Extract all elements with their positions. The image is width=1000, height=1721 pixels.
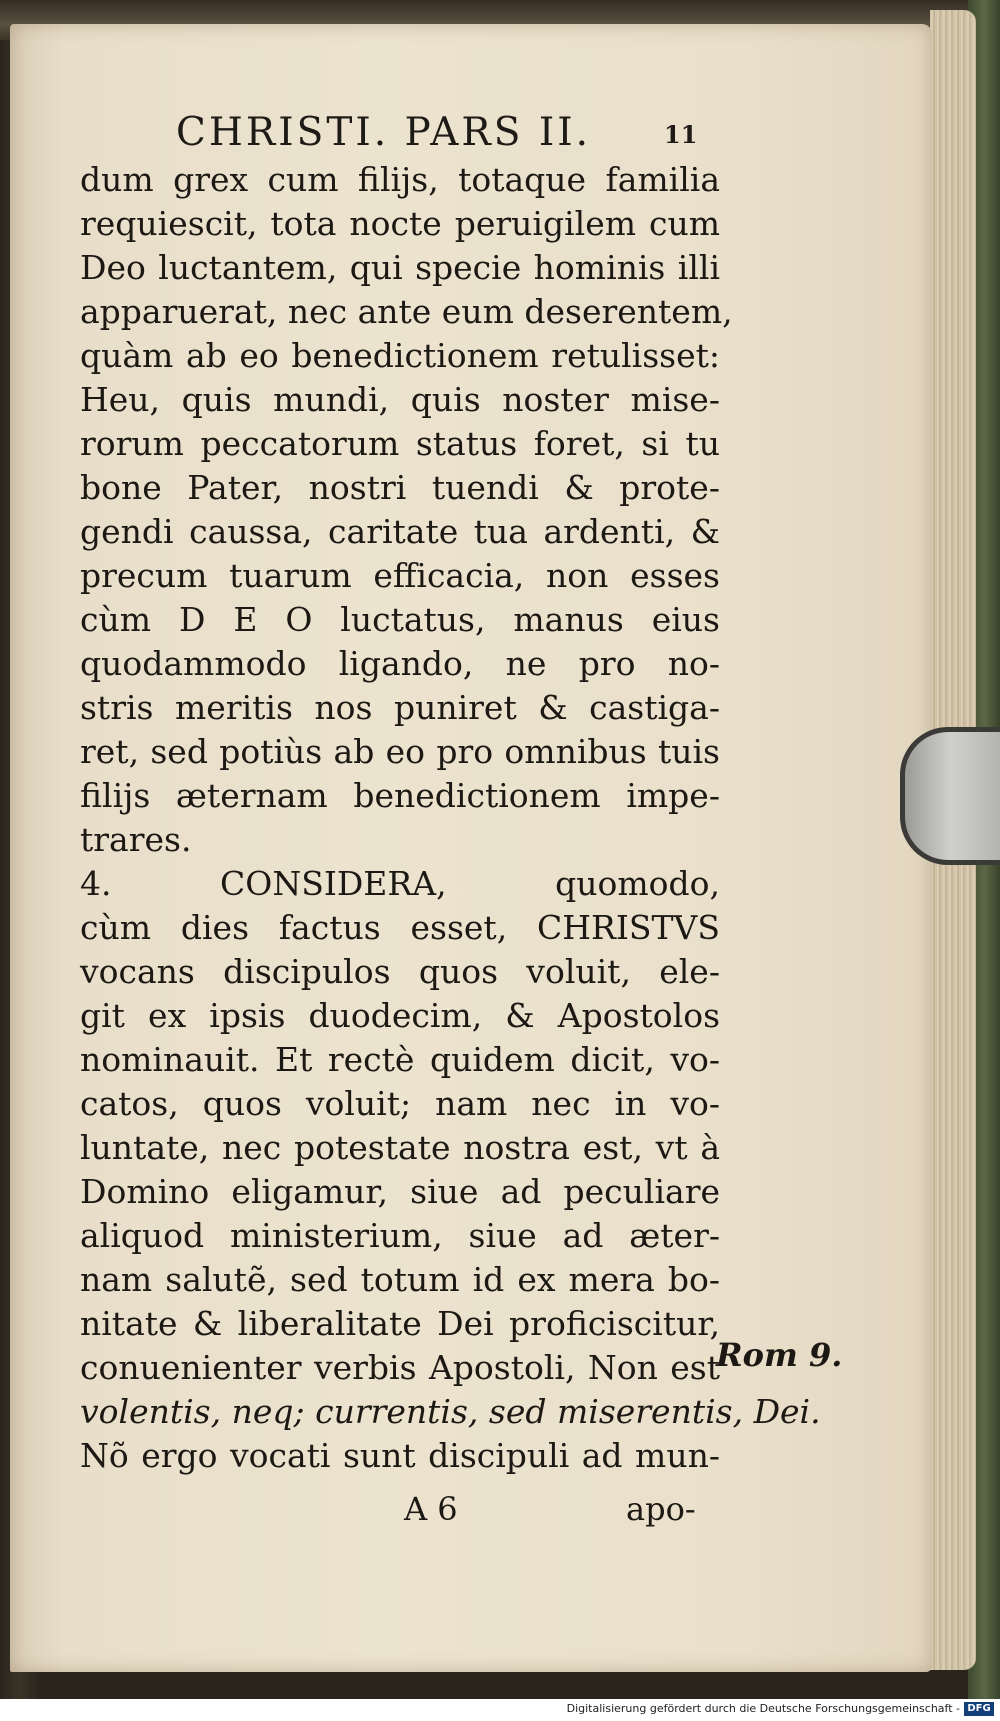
text-line: Nõ ergo vocati sunt discipuli ad mun-	[80, 1436, 720, 1475]
text-line: dum grex cum filijs, totaque familia	[80, 160, 720, 199]
text-line: Deo luctantem, qui specie hominis illi	[80, 248, 720, 287]
text-line: cùm dies factus esset, CHRISTVS	[80, 908, 720, 947]
text-line: nam salutẽ, sed totum id ex mera bo-	[80, 1260, 720, 1299]
text-line: apparuerat, nec ante eum deserentem,	[80, 292, 733, 331]
page-clip	[900, 727, 1000, 865]
text-line: git ex ipsis duodecim, & Apostolos	[80, 996, 720, 1035]
funding-note: Digitalisierung gefördert durch die Deutsche Forschungsgemeinschaft -	[566, 1702, 960, 1715]
margin-note: Rom 9.	[716, 1336, 843, 1374]
folio-number: 11	[664, 120, 698, 149]
text-line: nitate & liberalitate Dei proficiscitur,	[80, 1304, 720, 1343]
text-line: aliquod ministerium, siue ad æter-	[80, 1216, 720, 1255]
text-line: volentis, neq; currentis, sed miserentis, Dei.	[80, 1392, 821, 1431]
text-line: trares.	[80, 820, 192, 859]
text-line: 4. CONSIDERA, quomodo,	[80, 864, 720, 903]
dfg-logo: DFG	[964, 1702, 994, 1716]
text-line: quàm ab eo benedictionem retulisset:	[80, 336, 720, 375]
text-line: filijs æternam benedictionem impe-	[80, 776, 720, 815]
text-line: rorum peccatorum status foret, si tu	[80, 424, 720, 463]
text-line: conuenienter verbis Apostoli, Non est	[80, 1348, 720, 1387]
text-line: gendi caussa, caritate tua ardenti, &	[80, 512, 720, 551]
catchword: apo-	[626, 1490, 696, 1528]
text-line: nominauit. Et rectè quidem dicit, vo-	[80, 1040, 720, 1079]
text-line: requiescit, tota nocte peruigilem cum	[80, 204, 720, 243]
text-line: stris meritis nos puniret & castiga-	[80, 688, 720, 727]
text-line: quodammodo ligando, ne pro no-	[80, 644, 720, 683]
signature-mark: A 6	[404, 1490, 458, 1528]
text-line: vocans discipulos quos voluit, ele-	[80, 952, 720, 991]
text-line: bone Pater, nostri tuendi & prote-	[80, 468, 720, 507]
text-line: ret, sed potiùs ab eo pro omnibus tuis	[80, 732, 720, 771]
text-line: cùm D E O luctatus, manus eius	[80, 600, 720, 639]
running-header: CHRISTI. PARS II.	[176, 110, 592, 155]
text-line: luntate, nec potestate nostra est, vt à	[80, 1128, 720, 1167]
text-line: precum tuarum efficacia, non esses	[80, 556, 720, 595]
text-line: Heu, quis mundi, quis noster mise-	[80, 380, 720, 419]
text-line: catos, quos voluit; nam nec in vo-	[80, 1084, 720, 1123]
text-line: Domino eligamur, siue ad peculiare	[80, 1172, 720, 1211]
